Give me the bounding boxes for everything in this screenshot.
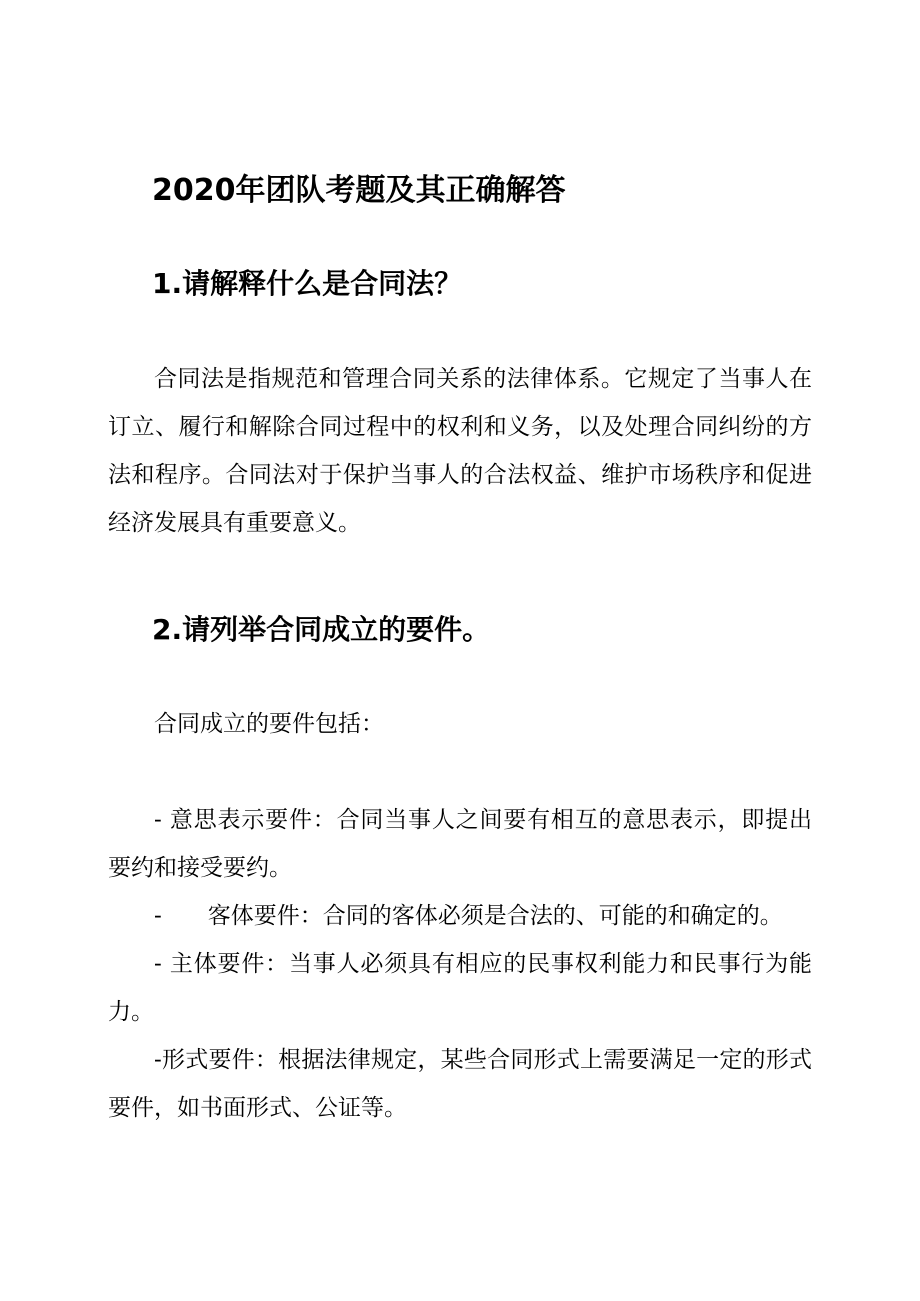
list-item	[108, 940, 812, 1036]
list-item-text: 主体要件：当事人必须具有相应的民事权利能力和民事行为能力。	[108, 951, 813, 1025]
list-item	[108, 1036, 812, 1132]
list-item-text: 客体要件：合同的客体必须是合法的、可能的和确定的。	[207, 903, 783, 929]
list-item	[108, 796, 812, 892]
document-title: 2020年团队考题及其正确解答	[152, 173, 566, 208]
list-item-dash: -	[154, 1047, 162, 1073]
question-1-answer: 合同法是指规范和管理合同关系的法律体系。它规定了当事人在订立、履行和解除合同过程中的权利和义务，以及处理合同纠纷的方法和程序。合同法对于保护当事人的合法权益、维护市场秩序和促进经济发展具有重要意义。	[108, 366, 812, 536]
list-item	[108, 892, 812, 940]
list-item-dash: -	[154, 807, 162, 833]
list-item-text: 形式要件：根据法律规定，某些合同形式上需要满足一定的形式要件，如书面形式、公证等。	[108, 1047, 812, 1121]
question-1-heading: 1.请解释什么是合同法？	[152, 267, 463, 300]
question-2-intro: 合同成立的要件包括：	[154, 711, 384, 737]
list-item-dash: -	[154, 903, 162, 929]
list-item-dash: -	[154, 951, 162, 977]
question-2-heading: 2.请列举合同成立的要件。	[152, 613, 491, 646]
list-item-text: 意思表示要件：合同当事人之间要有相互的意思表示，即提出要约和接受要约。	[108, 807, 813, 881]
